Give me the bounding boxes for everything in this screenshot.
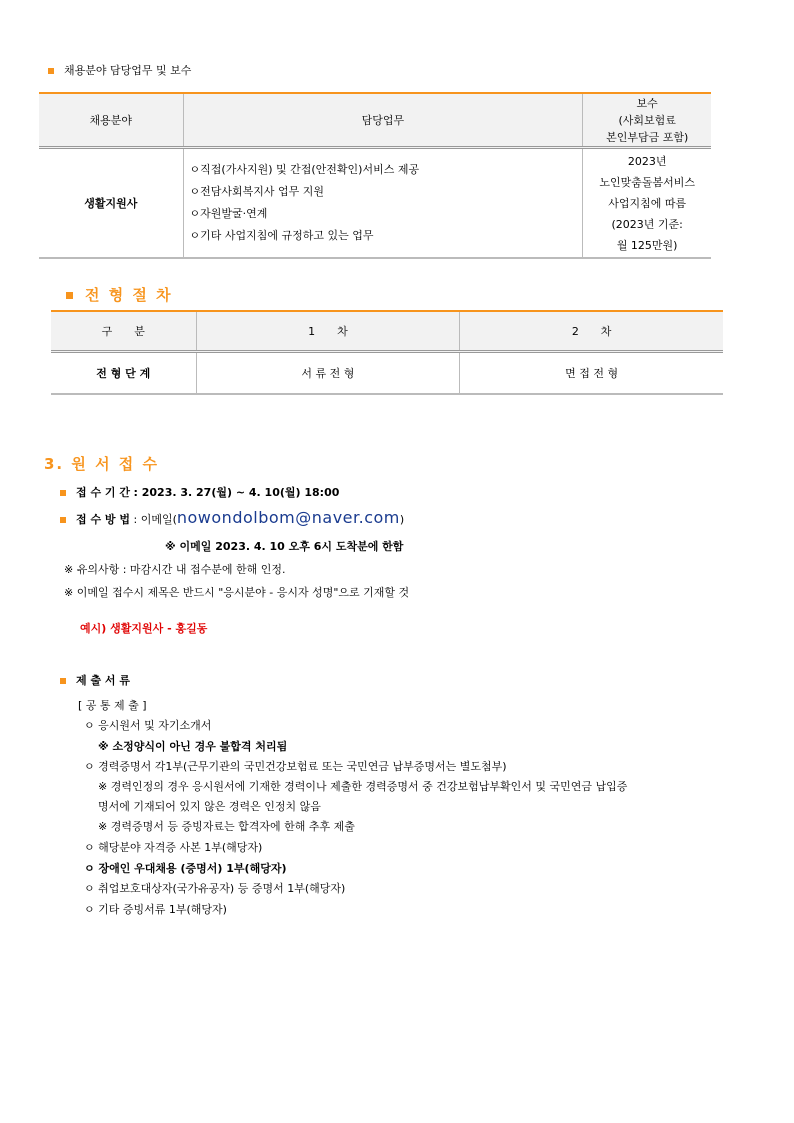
bullet-square-icon: [66, 292, 73, 299]
selection-process-table: [51, 310, 723, 395]
section2-heading: [66, 284, 173, 305]
header-field: 채용분야: [39, 93, 183, 148]
period-line: [60, 484, 339, 500]
method-line: [60, 508, 404, 527]
bullet-square-icon: [48, 68, 54, 74]
section4-heading: [60, 672, 130, 688]
pay-cell: 2023년 노인맞춤돌봄서비스 사업지침에 따름 (2023년 기준: 월 125만원): [599, 154, 695, 252]
doc-item: ㅇ 응시원서 및 자기소개서: [84, 719, 212, 732]
header-stage1: 1 차: [196, 311, 460, 352]
bullet-square-icon: [60, 678, 66, 684]
duty-item: ㅇ자원발굴·연계: [189, 207, 268, 220]
duty-item: ㅇ기타 사업지침에 규정하고 있는 업무: [189, 229, 374, 242]
recruitment-table: [39, 92, 711, 259]
doc-item: ㅇ 경력증명서 각1부(근무기관의 국민건강보험료 또는 국민연금 납부증명서는 별도첨부): [84, 760, 507, 773]
stage1-value: 서 류 전 형: [196, 352, 460, 395]
period-label: 접 수 기 간: [76, 486, 130, 499]
doc-item: ㅇ 취업보호대상자(국가유공자) 등 증명서 1부(해당자): [84, 882, 346, 895]
email-link[interactable]: nowondolbom@naver.com: [176, 508, 400, 527]
header-duties: 담당업무: [183, 93, 583, 148]
duty-item: ㅇ전담사회복지사 업무 지원: [189, 185, 325, 198]
doc-note: ※ 소정양식이 아닌 경우 불합격 처리됨: [98, 740, 288, 753]
email-note: ※ 이메일 2023. 4. 10 오후 6시 도착분에 한함: [165, 540, 404, 553]
common-label: [ 공 통 제 출 ]: [78, 699, 147, 712]
doc-note: ※ 경력증명서 등 증빙자료는 합격자에 한해 추후 제출: [98, 820, 355, 833]
doc-note: ※ 경력인정의 경우 응시원서에 기재한 경력이나 제출한 경력증명서 중 건강보험납부확인서 및 국민연금 납입증: [98, 780, 628, 793]
stage2-value: 면 접 전 형: [565, 367, 619, 380]
note-1: ※ 유의사항 : 마감시간 내 접수분에 한해 인정.: [64, 563, 286, 576]
header-stage2: 2 차: [460, 311, 723, 352]
method-label: 접 수 방 법: [76, 513, 130, 526]
section1-title: 채용분야 담당업무 및 보수: [64, 64, 192, 77]
duties-cell: [183, 148, 583, 259]
header-category: 구 분: [51, 311, 196, 352]
field-cell: 생활지원사: [39, 148, 183, 259]
section4-title: 제 출 서 류: [76, 674, 130, 687]
header-pay: 보수 (사회보험료 본인부담금 포함): [583, 93, 711, 148]
duty-item: ㅇ직접(가사지원) 및 간접(안전확인)서비스 제공: [189, 163, 420, 176]
section3-title: 3. 원 서 접 수: [44, 455, 159, 473]
bullet-square-icon: [60, 490, 66, 496]
note-2: ※ 이메일 접수시 제목은 반드시 "응시분야 - 응시자 성명"으로 기재할 것: [64, 586, 410, 599]
period-value: : 2023. 3. 27(월) ~ 4. 10(월) 18:00: [133, 486, 340, 499]
bullet-square-icon: [60, 517, 66, 523]
section1-heading: [48, 62, 191, 78]
doc-note-cont: 명서에 기재되어 있지 않은 경력은 인정치 않음: [98, 800, 321, 813]
method-suffix: ): [399, 513, 405, 526]
doc-item: ㅇ 장애인 우대채용 (증명서) 1부(해당자): [84, 862, 287, 875]
section2-title: 전 형 절 차: [85, 286, 173, 304]
doc-item: ㅇ 해당분야 자격증 사본 1부(해당자): [84, 841, 263, 854]
doc-item: ㅇ 기타 증빙서류 1부(해당자): [84, 903, 227, 916]
method-prefix: : 이메일(: [133, 513, 177, 526]
row-label: 전 형 단 계: [51, 352, 196, 395]
example-text: 예시) 생활지원사 - 홍길동: [80, 622, 208, 635]
